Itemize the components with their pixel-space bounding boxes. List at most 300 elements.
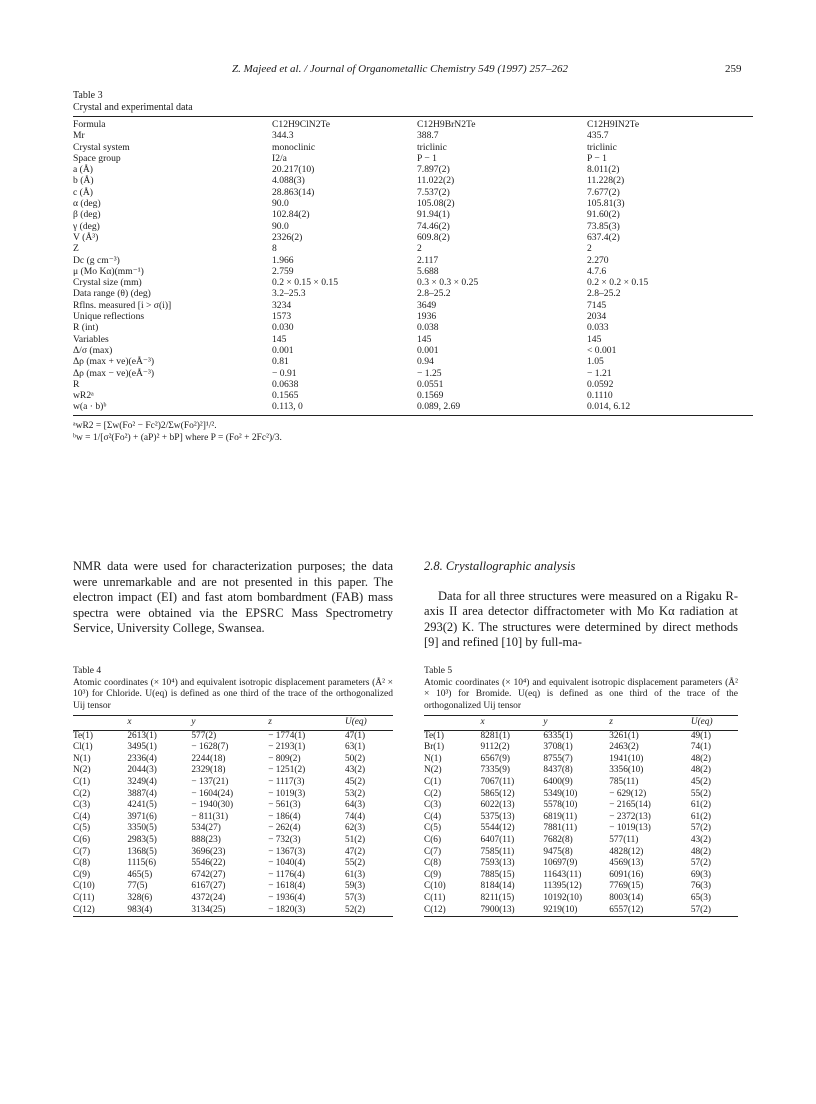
atom-label: C(2) (424, 788, 442, 799)
table-cell: 3.2–25.3 (272, 288, 306, 300)
atom-label: C(8) (73, 858, 91, 869)
table-cell: − 2372(13) (609, 811, 651, 822)
table-cell: 0.0592 (587, 378, 614, 390)
table-cell: 8184(14) (480, 881, 515, 892)
atom-label: C(9) (73, 869, 91, 880)
row-label: c (Å) (73, 186, 93, 198)
atom-label: C(4) (424, 811, 442, 822)
table-cell: 53(2) (344, 788, 366, 799)
table-cell: 0.81 (272, 356, 289, 368)
table-row (73, 142, 753, 153)
table-cell: 0.038 (417, 322, 439, 334)
table-cell: 61(2) (690, 811, 712, 822)
table-cell: 7769(15) (609, 881, 644, 892)
table-cell: 3350(5) (127, 823, 157, 834)
table-cell: − 1117(3) (268, 776, 305, 787)
table-cell: 0.0551 (417, 378, 444, 390)
table-cell: 6091(16) (609, 869, 644, 880)
table-row (424, 742, 738, 754)
table-cell: P − 1 (417, 152, 437, 164)
table-cell: 6022(13) (480, 800, 515, 811)
table-cell: 3134(25) (191, 905, 268, 917)
table-row (73, 881, 393, 893)
column-header: x (481, 716, 544, 731)
table-cell: − 1618(4) (268, 881, 306, 892)
table-row (73, 255, 753, 266)
row-label: R (73, 378, 80, 390)
table-row (73, 777, 393, 789)
table-row (73, 209, 753, 220)
atom-label: C(12) (73, 905, 127, 917)
table-cell: 10697(9) (543, 858, 578, 869)
table-cell: 28.863(14) (272, 186, 315, 198)
table-cell: 3971(6) (127, 811, 157, 822)
atom-label: C(12) (424, 905, 481, 917)
table-row (424, 905, 738, 917)
table-cell: − 1019(13) (609, 823, 651, 834)
table-cell: − 0.91 (272, 367, 297, 379)
table-row (73, 164, 753, 175)
table-cell: 3649 (417, 299, 437, 311)
table-cell: 3495(1) (127, 742, 157, 753)
column-header: z (268, 716, 345, 731)
table-cell: 57(3) (344, 892, 366, 903)
table-3-bottom-rule (73, 415, 753, 416)
row-label: Data range (θ) (deg) (73, 288, 151, 300)
table-cell: 11643(11) (543, 869, 582, 880)
table-cell: 2983(5) (127, 834, 157, 845)
left-column-text (73, 559, 393, 637)
row-label: b (Å) (73, 175, 94, 187)
table-cell: 102.84(2) (272, 209, 310, 221)
table-row (73, 390, 753, 401)
table-cell: 2.8–25.2 (587, 288, 621, 300)
table-cell: 328(6) (127, 892, 153, 903)
table-cell: 9219(10) (543, 905, 609, 917)
atom-label: C(6) (424, 834, 442, 845)
table-cell: 5865(12) (480, 788, 515, 799)
table-cell: 0.030 (272, 322, 294, 334)
table-cell: 55(2) (344, 858, 366, 869)
table-cell: 0.1565 (272, 390, 299, 402)
table-cell: − 1940(30) (191, 800, 234, 811)
table-row (73, 119, 753, 130)
table-cell: 11.022(2) (417, 175, 455, 187)
table-row (424, 858, 738, 870)
row-label: α (deg) (73, 198, 101, 210)
row-label: Δ/σ (max) (73, 344, 113, 356)
table-row (73, 765, 393, 777)
row-label: R (int) (73, 322, 99, 334)
table-cell: < 0.001 (587, 344, 617, 356)
table-row (73, 266, 753, 277)
table-cell: 577(11) (609, 834, 639, 845)
table-cell: 7593(13) (480, 858, 515, 869)
table-cell: 7335(9) (480, 765, 510, 776)
table-cell: 0.3 × 0.3 × 0.25 (417, 277, 479, 289)
table-row (73, 288, 753, 299)
table-cell: 61(3) (344, 869, 366, 880)
table-row (73, 893, 393, 905)
atom-label: C(5) (424, 823, 442, 834)
table-cell: 0.001 (417, 344, 439, 356)
atom-label: N(1) (73, 753, 91, 764)
table-row (424, 730, 738, 742)
table-cell: 105.08(2) (417, 198, 455, 210)
table-cell: 57(2) (690, 858, 712, 869)
crystallography-paragraph: Data for all three structures were measured on a Rigaku R-axis II area detector diffractometer with Mo Kα radiation at 293(2) K. The structures were determined by direct methods [9] and refined [10] by full-ma- (424, 588, 738, 650)
table-row (424, 754, 738, 766)
atom-label: C(11) (73, 892, 95, 903)
column-header (424, 716, 481, 731)
table-cell: 4.088(3) (272, 175, 305, 187)
row-label: Crystal system (73, 141, 130, 153)
table-cell: 6167(27) (191, 881, 226, 892)
table-cell: 465(5) (127, 869, 153, 880)
row-label: Crystal size (mm) (73, 277, 142, 289)
section-heading: 2.8. Crystallographic analysis (424, 559, 576, 573)
table-cell: 1573 (272, 311, 292, 323)
table-cell: 9475(8) (543, 846, 573, 857)
table-cell: 888(23) (191, 834, 221, 845)
table-cell: − 1019(3) (268, 788, 306, 799)
atom-label: C(7) (73, 846, 91, 857)
table-4-caption: Atomic coordinates (× 10⁴) and equivalent isotropic displacement parameters (Å² × 10³) for Chloride. U(eq) is defined as one third of the trace of the orthogonalized Uij tensor (73, 677, 393, 711)
table-cell: 2 (587, 243, 592, 255)
row-label: a (Å) (73, 164, 93, 176)
table-cell: 577(2) (191, 730, 217, 741)
table-cell: 0.089, 2.69 (417, 401, 461, 413)
row-label: Space group (73, 152, 121, 164)
table-cell: 47(2) (344, 846, 366, 857)
table-cell: 1.05 (587, 356, 604, 368)
table-row (73, 300, 753, 311)
table-row (73, 730, 393, 742)
table-cell: 7.897(2) (417, 164, 450, 176)
table-cell: 145 (272, 333, 287, 345)
table-3 (73, 90, 753, 444)
table-cell: − 1774(1) (268, 730, 306, 741)
table-cell: 2329(18) (191, 765, 226, 776)
table-cell: 8.011(2) (587, 164, 620, 176)
atom-label: Te(1) (73, 730, 93, 741)
table-cell: 43(2) (344, 765, 366, 776)
table-cell: 7900(13) (481, 905, 544, 917)
table-5-grid (424, 715, 738, 917)
table-cell: 4.7.6 (587, 265, 607, 277)
table-4-header-row (73, 716, 393, 731)
table-cell: − 137(21) (191, 776, 229, 787)
table-cell: 3696(23) (191, 846, 226, 857)
table-cell: 3261(1) (609, 730, 639, 741)
table-cell: 6567(9) (480, 753, 510, 764)
table-cell: − 1.21 (587, 367, 612, 379)
table-cell: − 1820(3) (268, 905, 345, 917)
table-cell: 344.3 (272, 130, 294, 142)
table-row (73, 789, 393, 801)
table-cell: 65(3) (690, 892, 712, 903)
table-cell: 90.0 (272, 220, 289, 232)
table-cell: C12H9IN2Te (587, 119, 640, 130)
table-row (73, 905, 393, 917)
row-label: Unique reflections (73, 311, 145, 323)
atom-label: C(3) (424, 800, 442, 811)
table-cell: 8281(1) (480, 730, 510, 741)
table-row (424, 835, 738, 847)
atom-label: C(2) (73, 788, 91, 799)
table-cell: 90.0 (272, 198, 289, 210)
row-label: Rflns. measured [i > σ(i)] (73, 299, 172, 311)
table-cell: − 1176(4) (268, 869, 305, 880)
table-cell: triclinic (417, 141, 447, 153)
table-4-body (73, 730, 393, 917)
table-cell: 388.7 (417, 130, 439, 142)
table-cell: 105.81(3) (587, 198, 625, 210)
table-row (73, 368, 753, 379)
table-cell: − 629(12) (609, 788, 647, 799)
table-cell: 4828(12) (609, 846, 644, 857)
table-cell: 145 (587, 333, 602, 345)
table-row (73, 379, 753, 390)
table-cell: − 262(4) (268, 823, 301, 834)
table-cell: 0.2 × 0.15 × 0.15 (272, 277, 338, 289)
table-cell: 3887(4) (127, 788, 157, 799)
atom-label: Te(1) (424, 730, 444, 741)
table-cell: 2613(1) (127, 730, 157, 741)
table-cell: 6335(1) (543, 730, 573, 741)
table-cell: − 1251(2) (268, 765, 306, 776)
table-cell: 5.688 (417, 265, 439, 277)
table-cell: 0.113, 0 (272, 401, 303, 413)
row-label: Mr (73, 130, 85, 142)
row-label: β (deg) (73, 209, 101, 221)
table-3-footnote-b: ᵇw = 1/[σ²(Fo²) + (aP)² + bP] where P = (Fo² + 2Fc²)/3. (73, 432, 282, 443)
atom-label: C(6) (73, 834, 91, 845)
table-cell: 4569(13) (609, 858, 644, 869)
table-cell: P − 1 (587, 152, 607, 164)
atom-label: N(1) (424, 753, 442, 764)
table-row (73, 187, 753, 198)
table-cell: 45(2) (344, 776, 366, 787)
table-row (73, 742, 393, 754)
table-cell: 609.8(2) (417, 231, 450, 243)
atom-label: N(2) (424, 765, 442, 776)
table-cell: 48(2) (690, 753, 712, 764)
column-header: y (191, 716, 268, 731)
right-column-text (424, 559, 738, 651)
table-cell: − 1628(7) (191, 742, 229, 753)
table-cell: 2 (417, 243, 422, 255)
table-cell: triclinic (587, 141, 617, 153)
table-5 (424, 666, 738, 917)
table-cell: 76(3) (690, 881, 712, 892)
atom-label: C(10) (424, 881, 446, 892)
table-cell: 91.60(2) (587, 209, 620, 221)
table-row (424, 789, 738, 801)
table-row (73, 847, 393, 859)
table-3-title: Crystal and experimental data (73, 102, 193, 113)
table-cell: 5578(10) (543, 800, 578, 811)
table-cell: 3249(4) (127, 776, 157, 787)
column-header: U(eq) (691, 716, 738, 731)
table-cell: 2326(2) (272, 231, 303, 243)
row-label: w(a · b)ᵇ (73, 401, 107, 413)
table-cell: − 186(4) (268, 811, 301, 822)
table-cell: 45(2) (690, 776, 712, 787)
table-cell: 0.1569 (417, 390, 444, 402)
table-cell: 6400(9) (543, 776, 573, 787)
table-cell: 7.677(2) (587, 186, 620, 198)
table-row (73, 198, 753, 209)
table-row (424, 847, 738, 859)
table-cell: − 2193(1) (268, 742, 306, 753)
table-cell: − 561(3) (268, 800, 301, 811)
table-cell: C12H9BrN2Te (417, 119, 476, 130)
table-row (73, 130, 753, 141)
table-cell: − 1936(4) (268, 892, 306, 903)
table-cell: 0.033 (587, 322, 609, 334)
atom-label: C(4) (73, 811, 91, 822)
table-cell: 7145 (587, 299, 607, 311)
table-row (73, 356, 753, 367)
table-cell: 145 (417, 333, 432, 345)
table-cell: 3356(10) (609, 765, 644, 776)
table-row (424, 823, 738, 835)
table-row (424, 765, 738, 777)
table-row (73, 401, 753, 412)
table-cell: 0.2 × 0.2 × 0.15 (587, 277, 649, 289)
table-cell: 983(4) (127, 905, 191, 917)
table-cell: 6819(11) (543, 811, 578, 822)
table-cell: 2463(2) (609, 742, 639, 753)
column-header: x (127, 716, 191, 731)
table-cell: 61(2) (690, 800, 712, 811)
table-row (73, 277, 753, 288)
table-row (73, 243, 753, 254)
atom-label: Cl(1) (73, 742, 93, 753)
table-5-caption: Atomic coordinates (× 10⁴) and equivalent isotropic displacement parameters (Å² × 10³) for Bromide. U(eq) is defined as one third of the trace of the orthogonalized Uij tensor (424, 677, 738, 711)
row-label: Variables (73, 333, 109, 345)
table-cell: 0.0638 (272, 378, 299, 390)
table-cell: 11395(12) (543, 881, 582, 892)
table-cell: 57(2) (690, 823, 712, 834)
table-cell: 1115(6) (127, 858, 157, 869)
table-cell: 7585(11) (480, 846, 515, 857)
table-cell: 8755(7) (543, 753, 573, 764)
table-cell: − 1.25 (417, 367, 442, 379)
table-cell: 0.001 (272, 344, 294, 356)
table-cell: 1368(5) (127, 846, 157, 857)
table-cell: 74(1) (690, 742, 712, 753)
table-4-label: Table 4 (73, 666, 102, 676)
table-cell: 64(3) (344, 800, 366, 811)
table-row (73, 754, 393, 766)
column-header (73, 716, 127, 731)
row-label: γ (deg) (73, 220, 100, 232)
table-cell: monoclinic (272, 141, 316, 153)
table-cell: 7881(11) (543, 823, 578, 834)
table-cell: 91.94(1) (417, 209, 450, 221)
table-cell: 2.117 (417, 254, 439, 266)
table-cell: − 732(3) (268, 834, 301, 845)
table-cell: 73.85(3) (587, 220, 620, 232)
table-3-footnote-a: ᵃwR2 = [Σw(Fo² − Fc²)2/Σw(Fo²)²]¹/². (73, 420, 217, 431)
table-cell: 8437(8) (543, 765, 573, 776)
atom-label: C(5) (73, 823, 91, 834)
table-cell: 2244(18) (191, 753, 226, 764)
table-cell: 3234 (272, 299, 292, 311)
page-number: 259 (725, 63, 742, 75)
table-cell: 74(4) (344, 811, 366, 822)
table-row (73, 823, 393, 835)
table-cell: 50(2) (344, 753, 366, 764)
running-title: Z. Majeed et al. / Journal of Organometallic Chemistry 549 (1997) 257–262 (232, 63, 568, 75)
row-label: μ (Mo Kα)(mm⁻¹) (73, 265, 144, 277)
table-5-body (424, 730, 738, 917)
row-label: Dc (g cm⁻³) (73, 254, 120, 266)
table-row (424, 893, 738, 905)
table-3-top-rule (73, 116, 753, 117)
table-cell: 1936 (417, 311, 437, 323)
table-row (73, 232, 753, 243)
atom-label: C(1) (424, 776, 442, 787)
table-cell: 4241(5) (127, 800, 157, 811)
table-cell: − 1604(24) (191, 788, 234, 799)
atom-label: N(2) (73, 765, 91, 776)
table-row (73, 870, 393, 882)
table-cell: 74.46(2) (417, 220, 450, 232)
nmr-paragraph: NMR data were used for characterization purposes; the data were unremarkable and are not presented in this paper. The electron impact (EI) and fast atom bombardment (FAB) mass spectra were obtained via the EPSRC Mass Spectrometry Service, University College, Swansea. (73, 559, 393, 636)
table-cell: 69(3) (690, 869, 712, 880)
table-cell: 11.228(2) (587, 175, 625, 187)
table-cell: − 2165(14) (609, 800, 651, 811)
table-row (73, 311, 753, 322)
atom-label: C(7) (424, 846, 442, 857)
table-cell: 77(5) (127, 881, 148, 892)
table-cell: 534(27) (191, 823, 221, 834)
table-cell: 8003(14) (609, 892, 644, 903)
table-4 (73, 666, 393, 917)
table-cell: 5546(22) (191, 858, 226, 869)
column-header: z (609, 716, 691, 731)
atom-label: C(11) (424, 892, 446, 903)
row-label: V (Å³) (73, 231, 99, 243)
table-row (73, 334, 753, 345)
atom-label: Br(1) (424, 742, 445, 753)
running-header (0, 63, 816, 79)
table-cell: 48(2) (690, 846, 712, 857)
table-cell: 5544(12) (480, 823, 515, 834)
table-cell: 63(1) (344, 742, 366, 753)
table-cell: 7885(15) (480, 869, 515, 880)
row-label: Δρ (max − ve)(eÅ⁻³) (73, 367, 155, 379)
table-row (73, 835, 393, 847)
table-cell: 2.8–25.2 (417, 288, 451, 300)
table-row (424, 800, 738, 812)
table-cell: 10192(10) (543, 892, 583, 903)
table-row (424, 870, 738, 882)
table-cell: C12H9ClN2Te (272, 119, 330, 130)
atom-label: C(3) (73, 800, 91, 811)
table-cell: 3708(1) (543, 742, 573, 753)
row-label: wR2ᵃ (73, 390, 94, 402)
table-row (424, 812, 738, 824)
row-label: Formula (73, 119, 106, 130)
table-cell: 6407(11) (480, 834, 515, 845)
table-5-header-row (424, 716, 738, 731)
table-cell: 4372(24) (191, 892, 226, 903)
row-label: Z (73, 243, 79, 255)
